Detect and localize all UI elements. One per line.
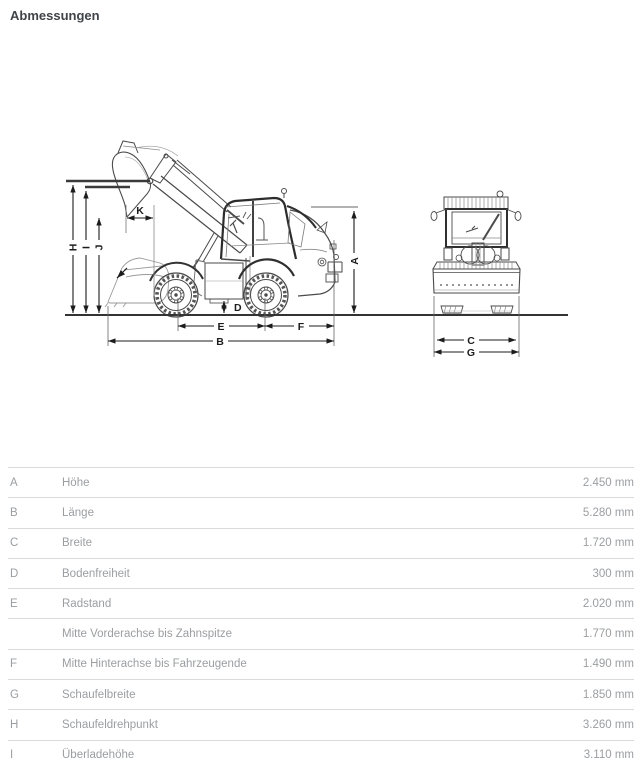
row-label: Radstand — [62, 597, 112, 610]
dim-label-d: D — [234, 302, 242, 314]
dim-label-i: I — [80, 246, 93, 249]
front-wheel — [154, 273, 198, 317]
row-letter: D — [10, 567, 19, 580]
row-label: Schaufeldrehpunkt — [62, 719, 158, 732]
front-view-wheels — [441, 306, 513, 314]
row-value: 1.850 mm — [582, 688, 634, 701]
dim-label-a: A — [349, 257, 361, 265]
row-label: Bodenfreiheit — [62, 567, 130, 580]
dim-label-c: C — [467, 335, 475, 347]
row-value: 1.720 mm — [582, 537, 634, 550]
row-label: Länge — [62, 506, 94, 519]
page-title: Abmessungen — [10, 8, 100, 23]
rear-wheel — [244, 273, 288, 317]
dim-label-f: F — [297, 321, 305, 333]
row-label: Schaufelbreite — [62, 688, 136, 701]
row-value: 3.260 mm — [582, 719, 634, 732]
row-value: 2.020 mm — [582, 597, 634, 610]
chassis — [194, 256, 250, 303]
row-value: 5.280 mm — [582, 506, 634, 519]
table-row — [8, 709, 634, 739]
row-letter: I — [10, 749, 14, 762]
row-letter: E — [10, 597, 18, 610]
row-label: Mitte Vorderachse bis Zahnspitze — [62, 628, 233, 641]
dimension-labels — [68, 205, 476, 359]
dimensions-diagram — [0, 36, 643, 461]
row-letter: H — [10, 719, 19, 732]
table-row — [8, 528, 634, 558]
loader-front-view — [431, 191, 521, 314]
table-row — [8, 558, 634, 588]
row-value: 2.450 mm — [582, 476, 634, 489]
row-value: 1.770 mm — [582, 628, 634, 641]
dim-label-h: H — [67, 243, 80, 252]
row-label: Höhe — [62, 476, 90, 489]
row-value: 3.110 mm — [583, 749, 634, 762]
row-letter: F — [10, 658, 18, 671]
table-row — [8, 649, 634, 679]
dimensions-table — [8, 467, 634, 769]
row-letter: B — [10, 506, 18, 519]
row-value: 1.490 mm — [582, 658, 634, 671]
row-label: Breite — [62, 537, 93, 550]
dim-label-e: E — [217, 321, 225, 333]
row-letter: C — [10, 537, 19, 550]
table-row — [8, 588, 634, 618]
rear-fender — [239, 259, 294, 279]
table-row — [8, 618, 634, 648]
loader-arm — [153, 160, 247, 268]
row-label: Mitte Hinterachse bis Fahrzeugende — [62, 658, 247, 671]
loader-side-view — [105, 141, 342, 317]
row-letter: A — [10, 476, 18, 489]
cab — [221, 189, 296, 262]
bucket-raised — [112, 141, 190, 217]
dim-label-b: B — [216, 336, 224, 348]
row-label: Überladehöhe — [62, 749, 135, 762]
table-row — [8, 467, 634, 497]
table-row — [8, 497, 634, 527]
dim-label-g: G — [466, 347, 476, 359]
dim-label-j: J — [93, 244, 106, 251]
row-value: 300 mm — [592, 567, 634, 580]
row-letter: G — [10, 688, 19, 701]
dim-label-k: K — [136, 205, 144, 217]
table-row — [8, 679, 634, 709]
table-row — [8, 740, 634, 769]
